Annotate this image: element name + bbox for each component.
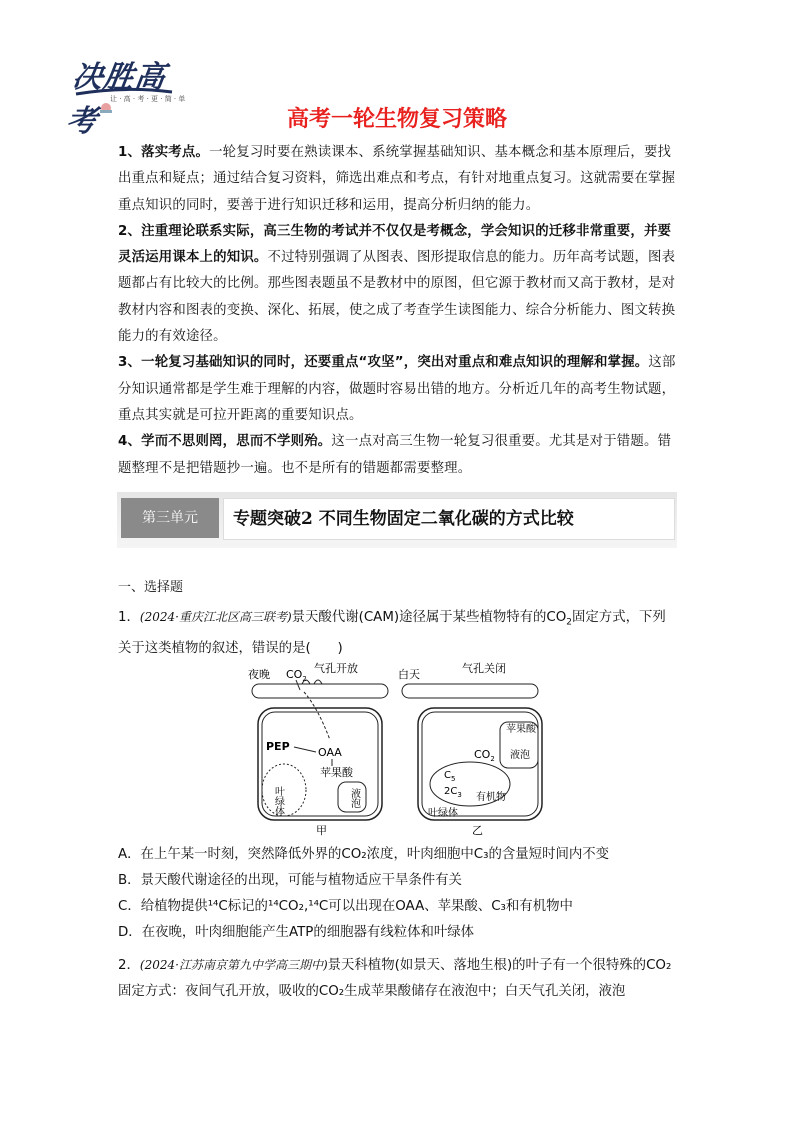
q2-source: (2024·江苏南京第九中学高三期中): [139, 958, 328, 972]
fig-right-epidermis: [402, 684, 538, 698]
intro-4-bold: 4、学而不思则罔，思而不学则殆。: [118, 434, 332, 450]
page-title: 高考一轮生物复习策略: [286, 107, 507, 132]
intro-paragraphs: [118, 140, 678, 482]
intro-4-text: 这一点对高三生物一轮复习很重要。尤其是对于错题。错题整理不是把错题抄一遍。也不是所有的错题都需要整理。: [118, 434, 672, 476]
q1-number: 1．: [118, 610, 140, 625]
q1-stem-b: 固定方式，下列关于这类植物的叙述，错误的是( ): [118, 610, 666, 656]
intro-paragraph-2: [118, 219, 678, 350]
fig-right-time: 白天: [398, 668, 420, 681]
unit-label: 第三单元: [121, 498, 219, 538]
fig-left-chloro-label: 叶绿体: [272, 786, 284, 816]
option-b: B．景天酸代谢途径的出现，可能与植物适应干旱条件有关: [118, 873, 462, 888]
intro-paragraph-1: [118, 140, 678, 219]
topic-title: 专题突破2 不同生物固定二氧化碳的方式比较: [233, 509, 574, 529]
logo-tagline: 让 · 高 · 考 · 更 · 简 · 单: [110, 95, 186, 103]
section-heading: 一、选择题: [118, 580, 184, 595]
fig-left-malic: 苹果酸: [320, 766, 353, 779]
fig-right-caption: 乙: [472, 824, 483, 837]
fig-right-c5: $C_5$: [444, 770, 456, 783]
fig-left-pep: PEP: [266, 740, 290, 753]
fig-left-chloroplast: [262, 764, 306, 816]
intro-3-text: 这部分知识通常都是学生难于理解的内容，做题时容易出错的地方。分析近几年的高考生物试题，重点其实就是可拉开距离的重要知识点。: [118, 355, 676, 423]
fig-left-stoma: 气孔开放: [314, 662, 358, 675]
option-d: D．在夜晚，叶肉细胞能产生ATP的细胞器有线粒体和叶绿体: [118, 925, 475, 940]
fig-right-stoma: 气孔关闭: [462, 662, 506, 675]
fig-left-flow: [304, 692, 330, 740]
intro-3-bold: 3、一轮复习基础知识的同时，还要重点“攻坚”，突出对重点和难点知识的理解和掌握。: [118, 355, 649, 371]
fig-left-oaa: OAA: [318, 746, 342, 759]
intro-paragraph-3: [118, 350, 678, 429]
fig-right-c3: $2C_3$: [444, 786, 462, 799]
unit-banner: [117, 492, 677, 548]
intro-1-bold: 1、落实考点。: [118, 145, 210, 160]
fig-left-caption: 甲: [316, 824, 327, 837]
fig-right-organic: 有机物: [476, 792, 506, 803]
fig-right-malic: 苹果酸: [506, 724, 536, 735]
q2-stem: 景天科植物(如景天、落地生根)的叶子有一个很特殊的CO₂固定方式：夜间气孔开放，吸收的CO₂生成苹果酸储存在液泡中；白天气孔关闭，液泡: [118, 958, 672, 999]
fig-left-co2-arrow: [296, 680, 300, 690]
q1-source: (2024·重庆江北区高三联考): [139, 610, 292, 624]
q1-stem-a: 景天酸代谢(CAM)途径属于某些植物特有的CO: [291, 610, 567, 625]
intro-1-text: 一轮复习时要在熟读课本、系统掌握基础知识、基本概念和基本原理后，要找出重点和疑点；通过结合复习资料，筛选出难点和考点，有针对地重点复习。这就需要在掌握重点知识的同时，要善于进行知识迁移和运用，提高分析归纳的能力。: [118, 145, 676, 213]
intro-2-bold: 2、注重理论联系实际，高三生物的考试并不仅仅是考概念，学会知识的迁移非常重要，并要灵活运用课本上的知识。: [118, 223, 672, 266]
fig-left-pep-arrow: [294, 747, 316, 752]
fig-right-co2: $CO_2$: [474, 748, 495, 763]
fig-left-epidermis: [252, 684, 388, 698]
fig-right-chloro-label: 叶绿体: [428, 808, 458, 819]
intro-paragraph-4: [118, 429, 678, 482]
logo-brand: 决胜高考: [63, 60, 169, 139]
intro-2-text: 不过特别强调了从图表、图形提取信息的能力。历年高考试题，图表题都占有比较大的比例。那些图表题虽不是教材中的原图，但它源于教材而又高于教材，是对教材内容和图表的变换、深化、拓展，使之成了考查学生读图能力、综合分析能力、图文转换能力的有效途径。: [118, 250, 676, 345]
q1-options: [118, 842, 678, 946]
cam-diagram: [248, 658, 548, 838]
option-c: C．给植物提供¹⁴C标记的¹⁴CO₂,¹⁴C可以出现在OAA、苹果酸、C₃和有机物中: [118, 899, 573, 914]
fig-left-co2: $CO_2$: [286, 668, 307, 683]
question-1: 1．(2024·重庆江北区高三联考)景天酸代谢(CAM)途径属于某些植物特有的$CO_2$固定方式，下列关于这类植物的叙述，错误的是( ): [118, 610, 666, 656]
fig-left-vacuole-label: 液泡: [348, 788, 360, 808]
q2-number: 2．: [118, 958, 140, 973]
fig-left-time: 夜晚: [248, 668, 270, 681]
question-2: [118, 952, 678, 1005]
fig-right-vacuole-label: 液泡: [510, 750, 530, 761]
option-a: A．在上午某一时刻，突然降低外界的CO₂浓度，叶肉细胞中C₃的含量短时间内不变: [118, 847, 610, 862]
